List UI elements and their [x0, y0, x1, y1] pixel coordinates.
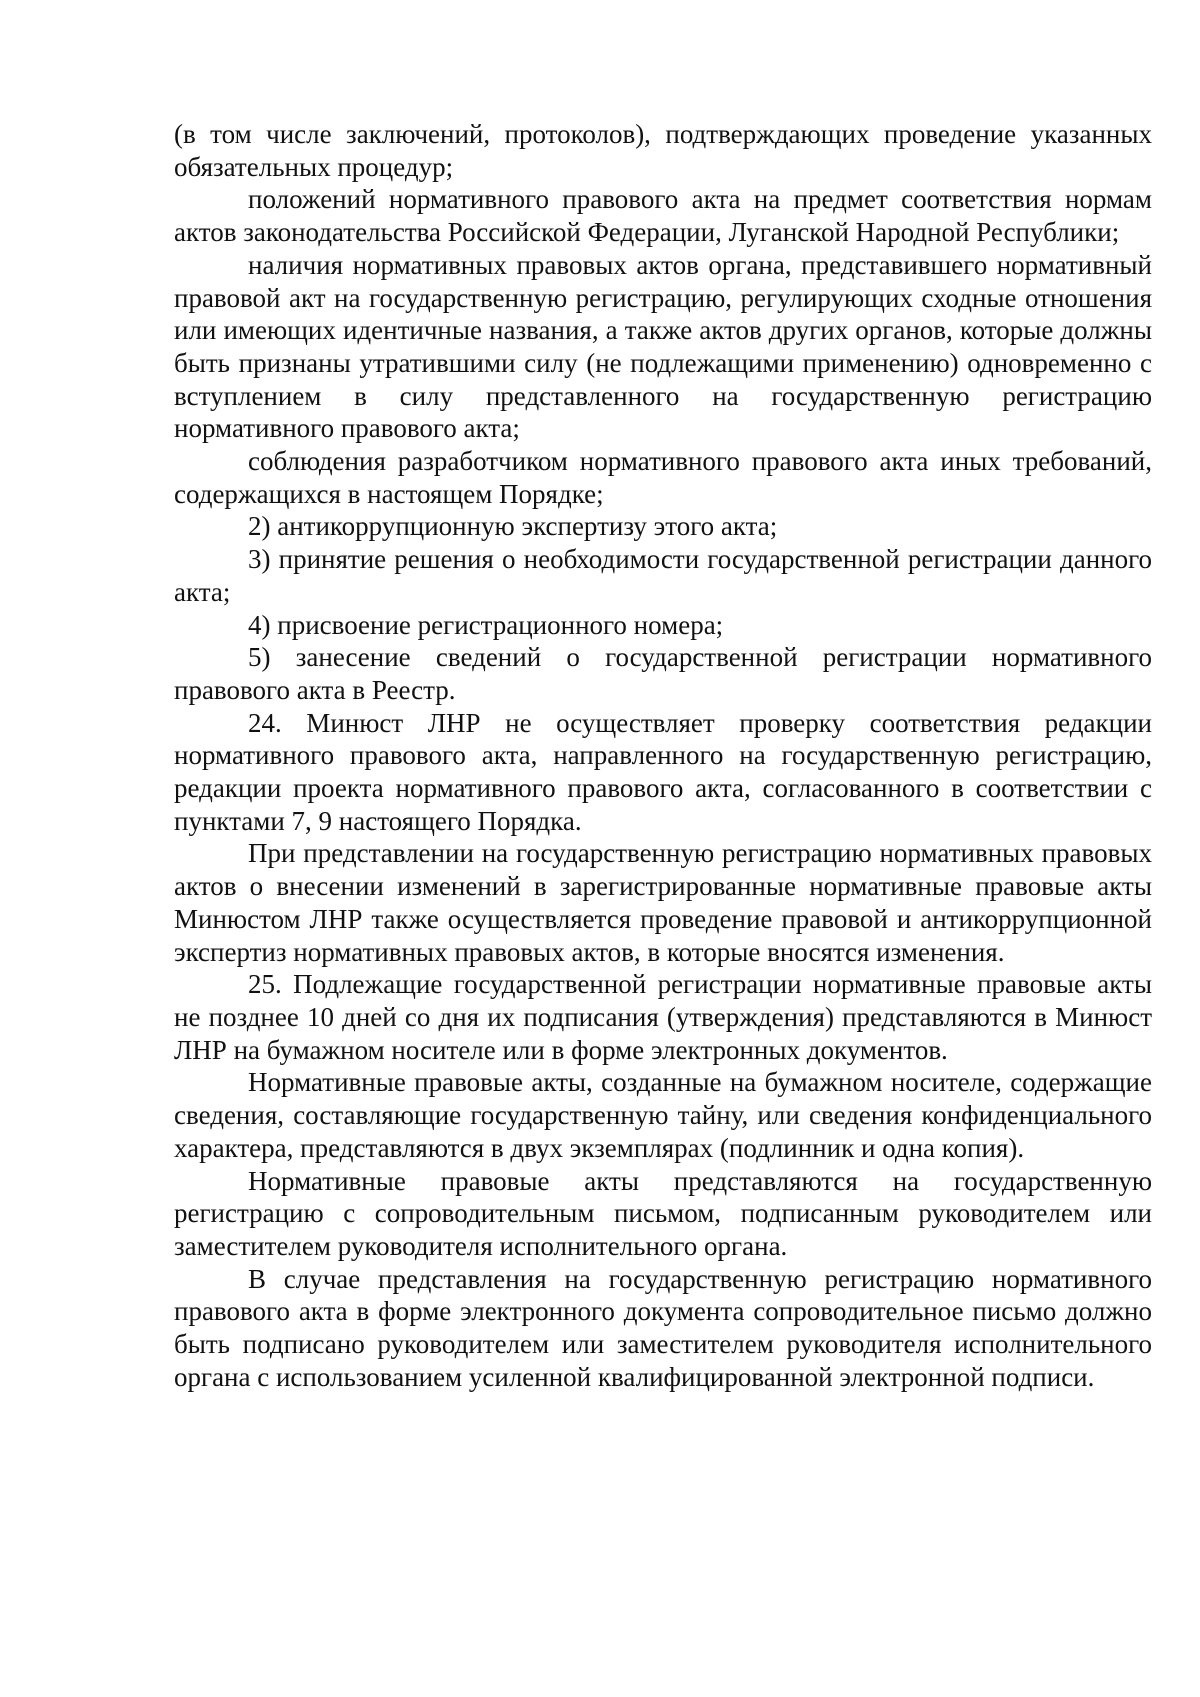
- clause-24: 24. Минюст ЛНР не осуществляет проверку соответствия редакции нормативного правового акта, направленного на государственную регистрацию, редакции проекта нормативного правового акта, согласованного в соответствии с пунктами 7, 9 настоящего Порядка.: [174, 707, 1152, 836]
- list-item-4: 4) присвоение регистрационного номера;: [248, 609, 724, 640]
- list-item-5: 5) занесение сведений о государственной регистрации нормативного правового акта в Реестр.: [174, 642, 1152, 705]
- paragraph-check-requirements: соблюдения разработчиком нормативного правового акта иных требований, содержащихся в настоящем Порядке;: [174, 446, 1152, 509]
- clause-24-amendments: При представлении на государственную регистрацию нормативных правовых актов о внесении изменений в зарегистрированные нормативные правовые акты Минюстом ЛНР также осуществляется проведение правовой и антикоррупционной экспертиз нормативных правовых актов, в которые вносятся изменения.: [174, 838, 1152, 967]
- clause-25-electronic-signature: В случае представления на государственную регистрацию нормативного правового акта в форме электронного документа сопроводительное письмо должно быть подписано руководителем или заместителем руководителя исполнительного органа с использованием усиленной квалифицированной электронной подписи.: [174, 1263, 1152, 1392]
- paragraph-check-existing-acts: наличия нормативных правовых актов органа, представившего нормативный правовой акт на государственную регистрацию, регулирующих сходные отношения или имеющих идентичные названия, а также актов других органов, которые должны быть признаны утратившими силу (не подлежащими применению) одновременно с вступлением в силу представленного на государственную регистрацию нормативного правового акта;: [174, 249, 1152, 444]
- clause-25-cover-letter: Нормативные правовые акты представляются на государственную регистрацию с сопроводительным письмом, подписанным руководителем или заместителем руководителя исполнительного органа.: [174, 1165, 1152, 1261]
- list-item-3: 3) принятие решения о необходимости государственной регистрации данного акта;: [174, 544, 1152, 607]
- paragraph-continuation: (в том числе заключений, протоколов), подтверждающих проведение указанных обязательных процедур;: [174, 119, 1152, 182]
- clause-25-paper-copies: Нормативные правовые акты, созданные на бумажном носителе, содержащие сведения, составляющие государственную тайну, или сведения конфиденциального характера, представляются в двух экземплярах (подлинник и одна копия).: [174, 1067, 1152, 1163]
- paragraph-check-compliance: положений нормативного правового акта на предмет соответствия нормам актов законодательства Российской Федерации, Луганской Народной Республики;: [174, 184, 1152, 248]
- list-item-2: 2) антикоррупционную экспертизу этого акта;: [248, 511, 778, 542]
- clause-25: 25. Подлежащие государственной регистрации нормативные правовые акты не позднее 10 дней со дня их подписания (утверждения) представляются в Минюст ЛНР на бумажном носителе или в форме электронных документов.: [174, 969, 1152, 1065]
- document-body: [174, 118, 1152, 1393]
